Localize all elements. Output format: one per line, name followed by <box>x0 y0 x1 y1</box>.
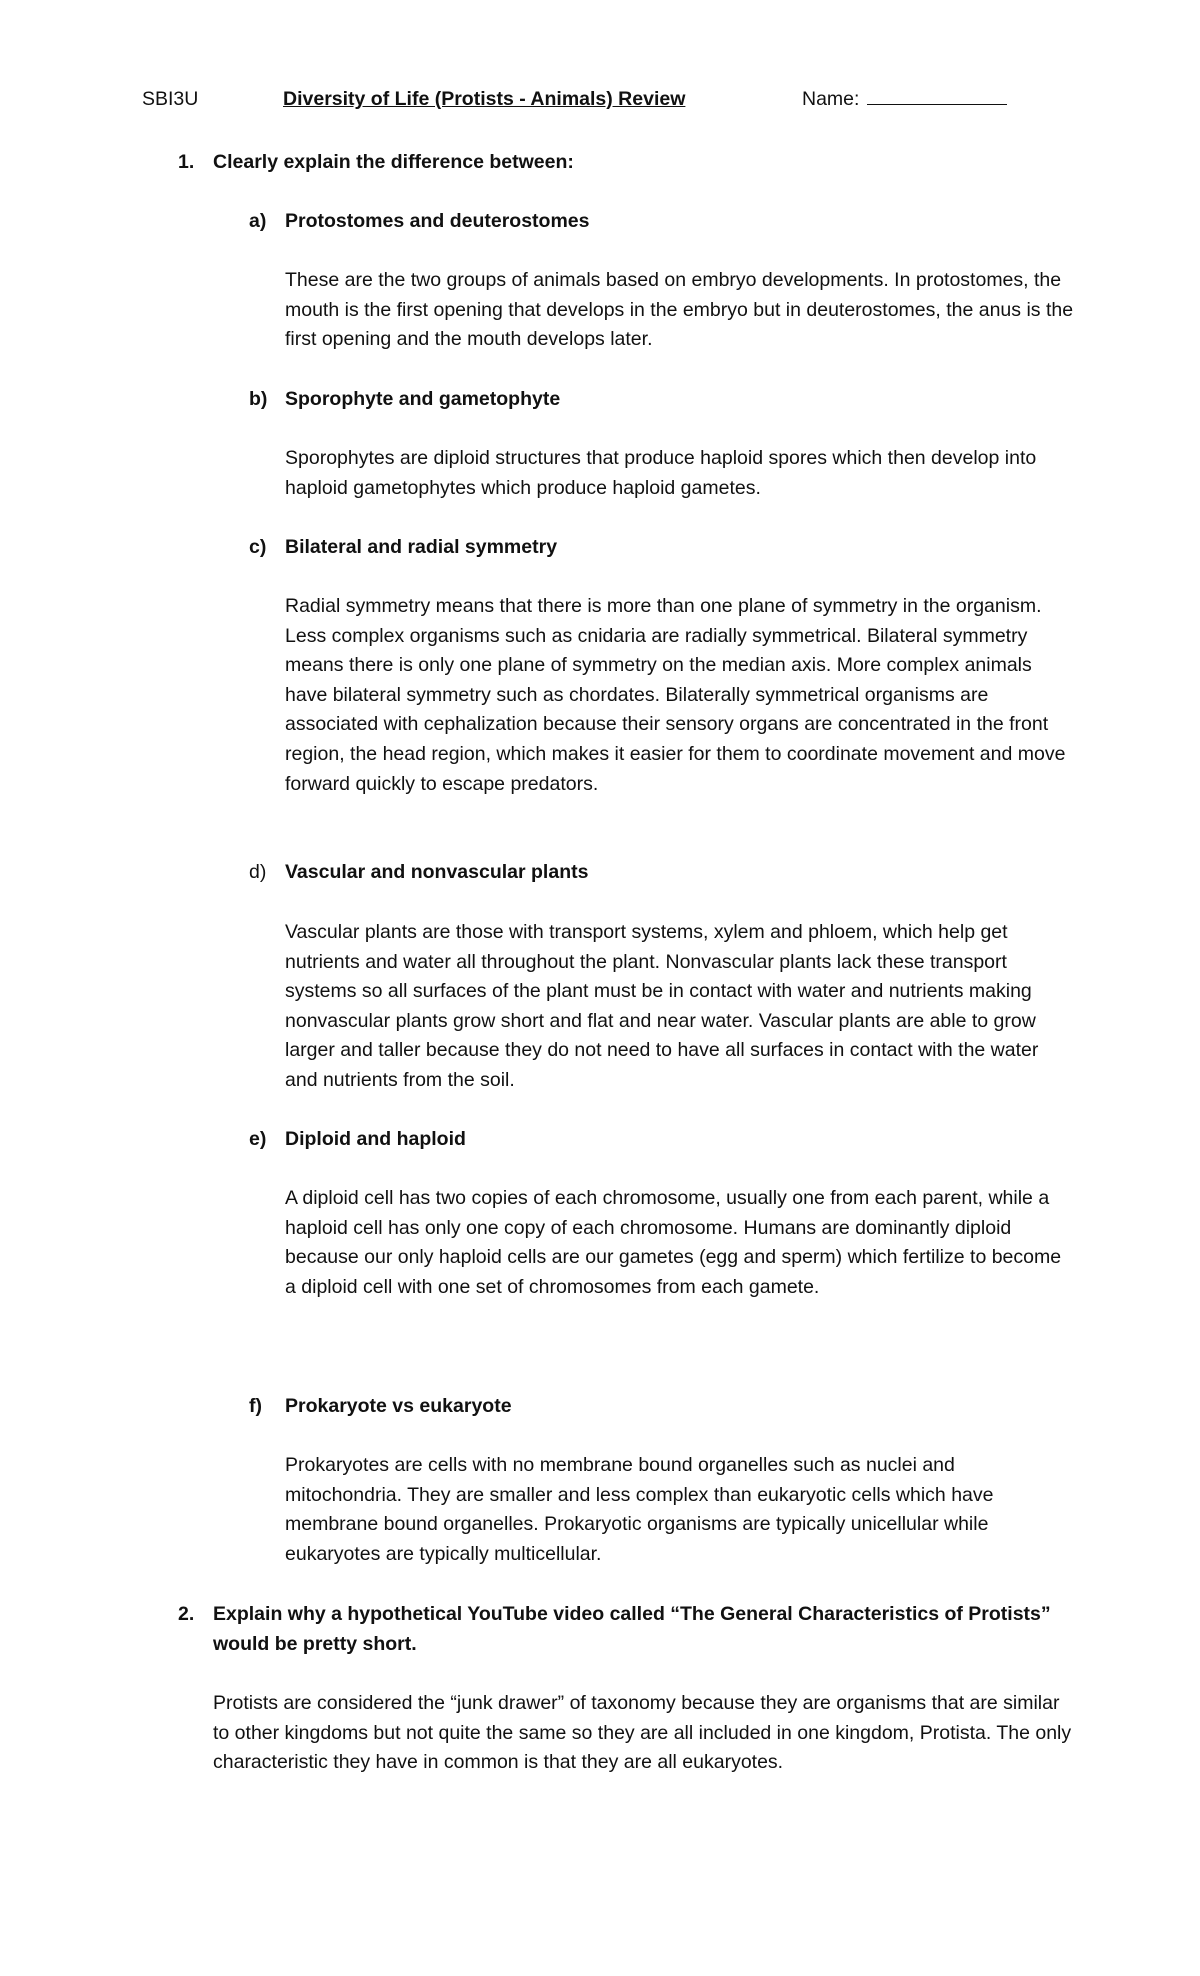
answer-e: A diploid cell has two copies of each chromosome, usually one from each parent, while a haploid cell has only one copy of each chromosome. Humans are dominantly diploid because our only haploid cells are our gametes (egg and sperm) which fertilize to become a diploid cell with one set of chromosomes from each gamete. <box>285 1187 1062 1298</box>
course-code: SBI3U <box>142 88 199 110</box>
question-number: 1. <box>178 151 195 173</box>
subquestion-letter: f) <box>249 1395 262 1417</box>
subquestion-title: Diploid and haploid <box>285 1128 466 1150</box>
answer-a: These are the two groups of animals based on embryo developments. In protostomes, the mouth is the first opening that develops in the embryo but in deuterostomes, the anus is the first opening and the mouth develops later. <box>285 269 1074 351</box>
answer-f: Prokaryotes are cells with no membrane bound organelles such as nuclei and mitochondria. They are smaller and less complex than eukaryotic cells which have membrane bound organelles. Prokaryotic organisms are typically unicellular while eukaryotes are typically multicellular. <box>285 1454 994 1565</box>
subquestion-title: Sporophyte and gametophyte <box>285 388 561 410</box>
subquestion-letter: e) <box>249 1128 267 1150</box>
answer-2: Protists are considered the “junk drawer” of taxonomy because they are organisms that are similar to other kingdoms but not quite the same so they are all included in one kingdom, Protista. The only characteristic they have in common is that they are all eukaryotes. <box>213 1692 1072 1774</box>
question-text: Clearly explain the difference between: <box>213 151 574 173</box>
subquestion-letter: d) <box>249 861 267 883</box>
page-header <box>142 88 1042 118</box>
question-2 <box>178 1600 1078 1660</box>
subquestion-title: Prokaryote vs eukaryote <box>285 1395 512 1417</box>
name-blank-line <box>867 103 1007 105</box>
answer-b: Sporophytes are diploid structures that produce haploid spores which then develop into haploid gametophytes which produce haploid gametes. <box>285 447 1037 499</box>
answer-d: Vascular plants are those with transport systems, xylem and phloem, which help get nutrients and water all throughout the plant. Nonvascular plants lack these transport systems so all surfaces of the plant must be in contact with water and nutrients making nonvascular plants grow short and flat and near water. Vascular plants are able to grow larger and taller because they do not need to have all surfaces in contact with the water and nutrients from the soil. <box>285 921 1039 1091</box>
name-field <box>802 88 1007 111</box>
subquestion-title: Bilateral and radial symmetry <box>285 536 558 558</box>
question-text: Explain why a hypothetical YouTube video called “The General Characteristics of Protists” would be pretty short. <box>213 1603 1051 1655</box>
question-number: 2. <box>178 1603 195 1625</box>
subquestion-title: Vascular and nonvascular plants <box>285 861 589 883</box>
name-label: Name: <box>802 88 860 110</box>
answer-c: Radial symmetry means that there is more than one plane of symmetry in the organism. Less complex organisms such as cnidaria are radially symmetrical. Bilateral symmetry means there is only one plane of symmetry on the median axis. More complex animals have bilateral symmetry such as chordates. Bilaterally symmetrical organisms are associated with cephalization because their sensory organs are concentrated in the front region, the head region, which makes it easier for them to coordinate movement and move forward quickly to escape predators. <box>285 595 1066 795</box>
worksheet-title: Diversity of Life (Protists - Animals) Review <box>283 88 686 110</box>
subquestion-letter: a) <box>249 210 267 232</box>
subquestion-letter: b) <box>249 388 268 410</box>
subquestion-letter: c) <box>249 536 267 558</box>
subquestion-title: Protostomes and deuterostomes <box>285 210 590 232</box>
